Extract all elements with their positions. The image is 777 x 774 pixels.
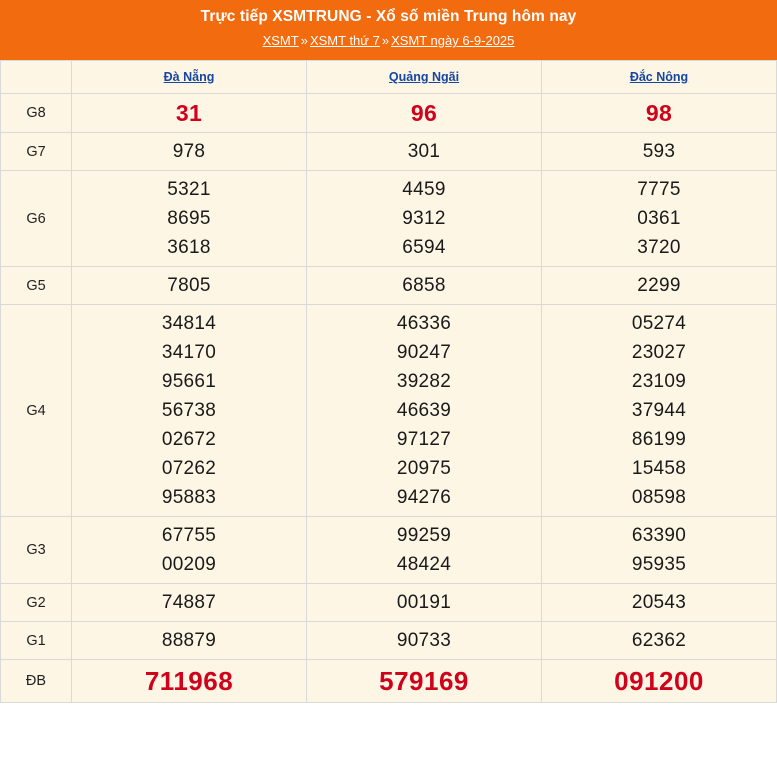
table-row <box>1 171 777 267</box>
prize-number: 67755 <box>161 525 217 546</box>
table-row <box>1 517 777 584</box>
column-header-da-nang <box>72 61 307 94</box>
prize-numbers-cell <box>307 660 542 703</box>
prize-number: 0361 <box>637 208 681 229</box>
prize-label: G6 <box>1 171 72 267</box>
prize-number: 15458 <box>631 458 687 479</box>
prize-numbers-cell <box>542 133 777 171</box>
prize-number: 593 <box>642 141 676 162</box>
prize-label: G3 <box>1 517 72 584</box>
prize-number: 90247 <box>396 342 452 363</box>
prize-number: 8695 <box>167 208 211 229</box>
prize-numbers-cell <box>542 622 777 660</box>
prize-number: 88879 <box>161 630 217 651</box>
prize-numbers-cell <box>542 517 777 584</box>
prize-numbers-cell <box>307 133 542 171</box>
prize-number: 95661 <box>161 371 217 392</box>
prize-number: 34170 <box>161 342 217 363</box>
prize-number: 46639 <box>396 400 452 421</box>
prize-number: 86199 <box>631 429 687 450</box>
prize-number: 95883 <box>161 487 217 508</box>
prize-number: 90733 <box>396 630 452 651</box>
prize-number: 711968 <box>144 666 234 696</box>
prize-number: 37944 <box>631 400 687 421</box>
prize-number: 9312 <box>402 208 446 229</box>
breadcrumb-link-xsmt[interactable]: XSMT <box>262 33 299 48</box>
prize-label: G1 <box>1 622 72 660</box>
prize-numbers-cell <box>307 584 542 622</box>
table-body <box>1 94 777 703</box>
prize-number: 23109 <box>631 371 687 392</box>
prize-number: 00209 <box>161 554 217 575</box>
prize-number: 48424 <box>396 554 452 575</box>
prize-number: 96 <box>410 100 438 126</box>
prize-numbers-cell <box>542 660 777 703</box>
prize-numbers-cell <box>72 267 307 305</box>
prize-numbers-cell <box>72 305 307 517</box>
prize-number: 5321 <box>167 179 211 200</box>
prize-numbers-cell <box>72 622 307 660</box>
prize-number: 4459 <box>402 179 446 200</box>
prize-numbers-cell <box>542 267 777 305</box>
prize-label: ĐB <box>1 660 72 703</box>
prize-numbers-cell <box>72 660 307 703</box>
column-header-quang-ngai <box>307 61 542 94</box>
breadcrumb-link-xsmt-thu-7[interactable]: XSMT thứ 7 <box>309 33 380 48</box>
prize-number: 02672 <box>161 429 217 450</box>
prize-number: 08598 <box>631 487 687 508</box>
prize-number: 20543 <box>631 592 687 613</box>
prize-label: G7 <box>1 133 72 171</box>
table-row <box>1 622 777 660</box>
prize-numbers-cell <box>307 267 542 305</box>
prize-number: 62362 <box>631 630 687 651</box>
prize-numbers-cell <box>72 517 307 584</box>
prize-number: 6594 <box>402 237 446 258</box>
prize-number: 3618 <box>167 237 211 258</box>
breadcrumb-separator-2: » <box>381 33 390 48</box>
prize-number: 74887 <box>161 592 217 613</box>
corner-cell <box>1 61 72 94</box>
page-header <box>0 0 777 60</box>
prize-number: 99259 <box>396 525 452 546</box>
results-table <box>0 60 777 703</box>
prize-number: 31 <box>175 100 203 126</box>
prize-number: 3720 <box>637 237 681 258</box>
prize-number: 46336 <box>396 313 452 334</box>
prize-numbers-cell <box>542 171 777 267</box>
prize-number: 63390 <box>631 525 687 546</box>
prize-number: 95935 <box>631 554 687 575</box>
table-row <box>1 660 777 703</box>
prize-numbers-cell <box>72 133 307 171</box>
prize-numbers-cell <box>307 622 542 660</box>
prize-numbers-cell <box>542 584 777 622</box>
province-link-quang-ngai[interactable]: Quảng Ngãi <box>388 70 460 84</box>
prize-numbers-cell <box>72 584 307 622</box>
table-header <box>1 61 777 94</box>
prize-label: G5 <box>1 267 72 305</box>
breadcrumb-separator-1: » <box>300 33 308 48</box>
prize-numbers-cell <box>307 94 542 133</box>
table-row <box>1 267 777 305</box>
prize-number: 7805 <box>167 275 211 296</box>
province-link-da-nang[interactable]: Đà Nẵng <box>163 70 215 84</box>
prize-numbers-cell <box>542 305 777 517</box>
prize-number: 579169 <box>379 666 469 696</box>
prize-number: 7775 <box>637 179 681 200</box>
prize-number: 39282 <box>396 371 452 392</box>
prize-number: 091200 <box>614 666 704 696</box>
prize-number: 56738 <box>161 400 217 421</box>
province-link-dac-nong[interactable]: Đắc Nông <box>629 70 689 84</box>
table-row <box>1 94 777 133</box>
prize-number: 6858 <box>402 275 446 296</box>
prize-numbers-cell <box>72 171 307 267</box>
prize-number: 94276 <box>396 487 452 508</box>
prize-numbers-cell <box>307 517 542 584</box>
prize-numbers-cell <box>72 94 307 133</box>
prize-number: 20975 <box>396 458 452 479</box>
prize-number: 34814 <box>161 313 217 334</box>
prize-number: 2299 <box>637 275 681 296</box>
prize-number: 978 <box>172 141 206 162</box>
table-header-row <box>1 61 777 94</box>
breadcrumb-link-xsmt-date[interactable]: XSMT ngày 6-9-2025 <box>391 33 515 48</box>
prize-number: 98 <box>645 100 673 126</box>
prize-numbers-cell <box>307 305 542 517</box>
prize-number: 07262 <box>161 458 217 479</box>
prize-label: G8 <box>1 94 72 133</box>
prize-numbers-cell <box>307 171 542 267</box>
table-row <box>1 305 777 517</box>
prize-label: G2 <box>1 584 72 622</box>
table-row <box>1 133 777 171</box>
column-header-dac-nong <box>542 61 777 94</box>
prize-number: 00191 <box>396 592 452 613</box>
prize-numbers-cell <box>542 94 777 133</box>
prize-number: 97127 <box>396 429 452 450</box>
prize-number: 05274 <box>631 313 687 334</box>
prize-label: G4 <box>1 305 72 517</box>
table-row <box>1 584 777 622</box>
breadcrumb <box>4 31 773 51</box>
prize-number: 301 <box>407 141 441 162</box>
page-title: Trực tiếp XSMTRUNG - Xổ số miền Trung hôm nay <box>200 8 577 25</box>
prize-number: 23027 <box>631 342 687 363</box>
